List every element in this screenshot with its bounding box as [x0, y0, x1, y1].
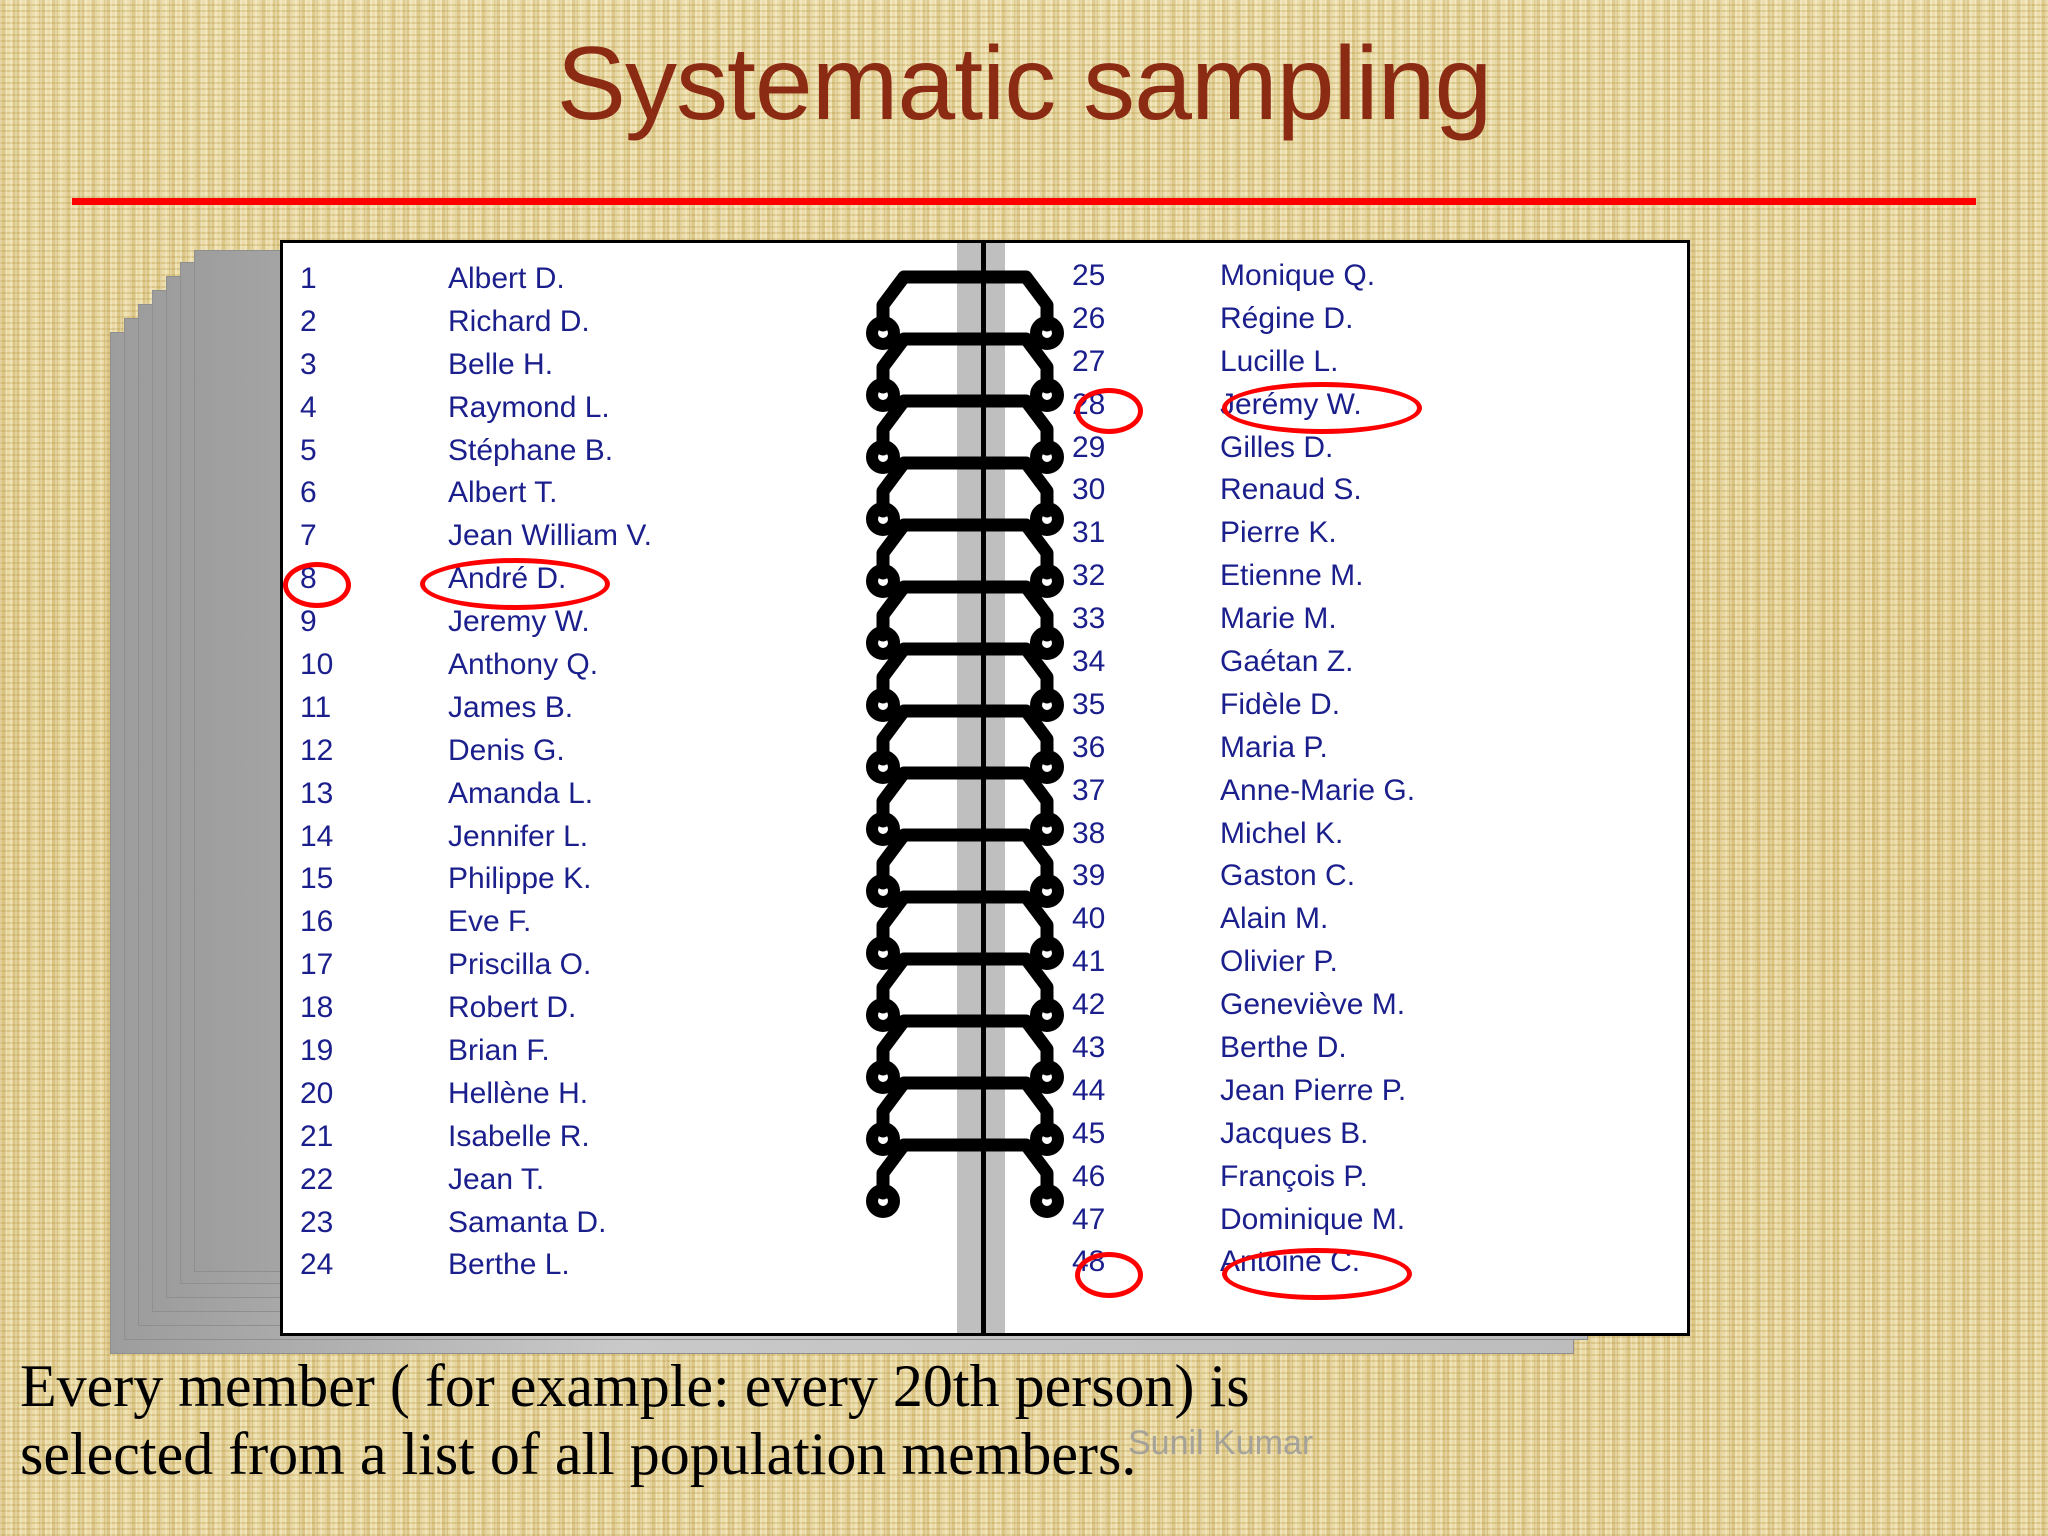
- list-item[interactable]: [300, 301, 920, 344]
- list-item-name: Jeremy W.: [448, 605, 590, 639]
- list-item-number: 24: [300, 1248, 334, 1282]
- list-item[interactable]: [300, 987, 920, 1030]
- list-item-number: 39: [1072, 859, 1106, 893]
- list-item-selected[interactable]: [1072, 1241, 1692, 1284]
- list-item-selected[interactable]: [300, 558, 920, 601]
- list-item[interactable]: [300, 1159, 920, 1202]
- list-item[interactable]: [300, 901, 920, 944]
- list-item-number: 33: [1072, 602, 1106, 636]
- list-item[interactable]: [1072, 298, 1692, 341]
- list-item[interactable]: [1072, 984, 1692, 1027]
- list-item-name: Michel K.: [1220, 816, 1344, 850]
- list-item-number: 47: [1072, 1202, 1106, 1236]
- list-item-name: Jérémy W.: [1220, 387, 1362, 421]
- list-item-number: 25: [1072, 259, 1106, 292]
- list-item-number: 36: [1072, 730, 1106, 764]
- list-item-selected[interactable]: [1072, 384, 1692, 427]
- list-item-name: Eve F.: [448, 905, 532, 939]
- list-item[interactable]: [300, 258, 920, 301]
- list-item-name: Berthe D.: [1220, 1031, 1347, 1065]
- list-item-number: 46: [1072, 1159, 1106, 1193]
- list-item[interactable]: [1072, 255, 1692, 298]
- list-item[interactable]: [300, 644, 920, 687]
- list-item[interactable]: [1072, 641, 1692, 684]
- list-item-number: 42: [1072, 988, 1106, 1022]
- list-item-name: Geneviève M.: [1220, 988, 1406, 1022]
- list-item-number: 17: [300, 948, 334, 982]
- list-item[interactable]: [300, 773, 920, 816]
- list-item-number: 38: [1072, 816, 1106, 850]
- list-item[interactable]: [1072, 1156, 1692, 1199]
- list-item[interactable]: [1072, 1027, 1692, 1070]
- list-item[interactable]: [1072, 598, 1692, 641]
- list-item-name: Hellène H.: [448, 1076, 589, 1110]
- list-item-number: 48: [1072, 1245, 1106, 1279]
- list-item-number: 31: [1072, 516, 1106, 550]
- list-item-name: Monique Q.: [1220, 259, 1376, 292]
- list-item-number: 1: [300, 262, 317, 295]
- page-title: Systematic sampling: [556, 26, 1492, 142]
- list-item[interactable]: [300, 730, 920, 773]
- list-item-name: Antoine C.: [1220, 1245, 1361, 1279]
- list-item[interactable]: [1072, 898, 1692, 941]
- list-item[interactable]: [300, 1202, 920, 1245]
- list-item[interactable]: [1072, 770, 1692, 813]
- list-item[interactable]: [1072, 1113, 1692, 1156]
- list-item-name: André D.: [448, 562, 567, 596]
- list-item-name: Maria P.: [1220, 730, 1328, 764]
- list-item[interactable]: [300, 430, 920, 473]
- list-item-name: Régine D.: [1220, 301, 1354, 335]
- list-item[interactable]: [1072, 1070, 1692, 1113]
- list-item[interactable]: [300, 515, 920, 558]
- list-item-number: 19: [300, 1034, 334, 1068]
- list-item-name: Denis G.: [448, 733, 565, 767]
- list-item-number: 23: [300, 1205, 334, 1239]
- list-item-name: Isabelle R.: [448, 1119, 590, 1153]
- list-item-name: Samanta D.: [448, 1205, 607, 1239]
- list-item-number: 9: [300, 605, 317, 639]
- list-item-number: 44: [1072, 1073, 1106, 1107]
- list-item-number: 43: [1072, 1031, 1106, 1065]
- list-item-number: 7: [300, 519, 317, 553]
- list-item[interactable]: [1072, 727, 1692, 770]
- list-item[interactable]: [1072, 813, 1692, 856]
- list-item-number: 30: [1072, 473, 1106, 507]
- list-item-number: 22: [300, 1162, 334, 1196]
- list-item-number: 27: [1072, 344, 1106, 378]
- list-item-number: 28: [1072, 387, 1106, 421]
- list-item-name: Raymond L.: [448, 390, 610, 424]
- caption-line-1: Every member ( for example: every 20th person) is: [20, 1353, 1250, 1419]
- list-item-name: Pierre K.: [1220, 516, 1337, 550]
- list-item-number: 6: [300, 476, 317, 510]
- list-item-number: 12: [300, 733, 334, 767]
- list-item[interactable]: [1072, 855, 1692, 898]
- list-item-number: 18: [300, 991, 334, 1025]
- list-item-number: 16: [300, 905, 334, 939]
- list-item-number: 5: [300, 433, 317, 467]
- list-item[interactable]: [1072, 1199, 1692, 1242]
- list-item-name: François P.: [1220, 1159, 1368, 1193]
- list-item-name: Amanda L.: [448, 776, 594, 810]
- list-item-number: 4: [300, 390, 317, 424]
- list-item-name: Stéphane B.: [448, 433, 614, 467]
- list-item[interactable]: [300, 687, 920, 730]
- list-item-number: 3: [300, 347, 317, 381]
- list-item-name: Priscilla O.: [448, 948, 592, 982]
- list-item-number: 10: [300, 648, 334, 682]
- list-item-number: 34: [1072, 645, 1106, 679]
- slide-caption: [20, 1352, 2030, 1488]
- list-item-name: Berthe L.: [448, 1248, 570, 1282]
- list-item-number: 40: [1072, 902, 1106, 936]
- list-item[interactable]: [300, 1073, 920, 1116]
- list-item[interactable]: [300, 858, 920, 901]
- list-item-number: 37: [1072, 773, 1106, 807]
- list-item-name: Gilles D.: [1220, 430, 1334, 464]
- list-item-name: Anthony Q.: [448, 648, 599, 682]
- list-item-name: Dominique M.: [1220, 1202, 1406, 1236]
- list-item-name: Etienne M.: [1220, 559, 1364, 593]
- list-item[interactable]: [1072, 555, 1692, 598]
- list-item-name: Lucille L.: [1220, 344, 1339, 378]
- list-item-number: 14: [300, 819, 334, 853]
- population-list-left: [300, 258, 920, 1287]
- list-item-name: Fidèle D.: [1220, 687, 1341, 721]
- list-item-name: Gaétan Z.: [1220, 645, 1354, 679]
- list-item-number: 45: [1072, 1116, 1106, 1150]
- list-item[interactable]: [1072, 427, 1692, 470]
- list-item-name: Anne-Marie G.: [1220, 773, 1416, 807]
- list-item-name: Robert D.: [448, 991, 577, 1025]
- list-item[interactable]: [1072, 341, 1692, 384]
- list-item[interactable]: [1072, 469, 1692, 512]
- list-item-name: Jacques B.: [1220, 1116, 1369, 1150]
- caption-line-2: selected from a list of all population members.: [20, 1421, 1137, 1487]
- list-item-name: Alain M.: [1220, 902, 1329, 936]
- list-item[interactable]: [300, 1244, 920, 1287]
- list-item-number: 2: [300, 304, 317, 338]
- list-item-name: Jean T.: [448, 1162, 545, 1196]
- list-item[interactable]: [300, 601, 920, 644]
- list-item-number: 29: [1072, 430, 1106, 464]
- list-item-name: Belle H.: [448, 347, 554, 381]
- title-underline-rule: [72, 198, 1976, 205]
- list-item-name: Albert T.: [448, 476, 558, 510]
- list-item[interactable]: [300, 472, 920, 515]
- list-item[interactable]: [1072, 941, 1692, 984]
- list-item-name: Marie M.: [1220, 602, 1337, 636]
- list-item-name: Jean Pierre P.: [1220, 1073, 1407, 1107]
- list-item-number: 8: [300, 562, 317, 596]
- list-item-name: Jean William V.: [448, 519, 652, 553]
- list-item-name: Philippe K.: [448, 862, 592, 896]
- watermark-text: Sunil Kumar: [1128, 1424, 1314, 1462]
- list-item-name: Richard D.: [448, 304, 590, 338]
- list-item-number: 11: [300, 690, 332, 724]
- list-item-name: Albert D.: [448, 262, 565, 295]
- list-item-name: Olivier P.: [1220, 945, 1338, 979]
- list-item[interactable]: [1072, 512, 1692, 555]
- list-item[interactable]: [1072, 684, 1692, 727]
- list-item-number: 15: [300, 862, 334, 896]
- list-item-name: Gaston C.: [1220, 859, 1356, 893]
- population-list-right: [1072, 255, 1692, 1284]
- list-item-name: Jennifer L.: [448, 819, 589, 853]
- list-item-name: Brian F.: [448, 1034, 550, 1068]
- list-item[interactable]: [300, 944, 920, 987]
- list-item[interactable]: [300, 387, 920, 430]
- list-item-number: 13: [300, 776, 334, 810]
- list-item-name: James B.: [448, 690, 574, 724]
- list-item-number: 26: [1072, 301, 1106, 335]
- list-item-number: 20: [300, 1076, 334, 1110]
- list-item[interactable]: [300, 1116, 920, 1159]
- list-item-number: 41: [1072, 945, 1106, 979]
- list-item-number: 32: [1072, 559, 1106, 593]
- list-item[interactable]: [300, 1030, 920, 1073]
- list-item[interactable]: [300, 816, 920, 859]
- list-item-number: 35: [1072, 687, 1106, 721]
- list-item-number: 21: [300, 1119, 334, 1153]
- list-item[interactable]: [300, 344, 920, 387]
- list-item-name: Renaud S.: [1220, 473, 1362, 507]
